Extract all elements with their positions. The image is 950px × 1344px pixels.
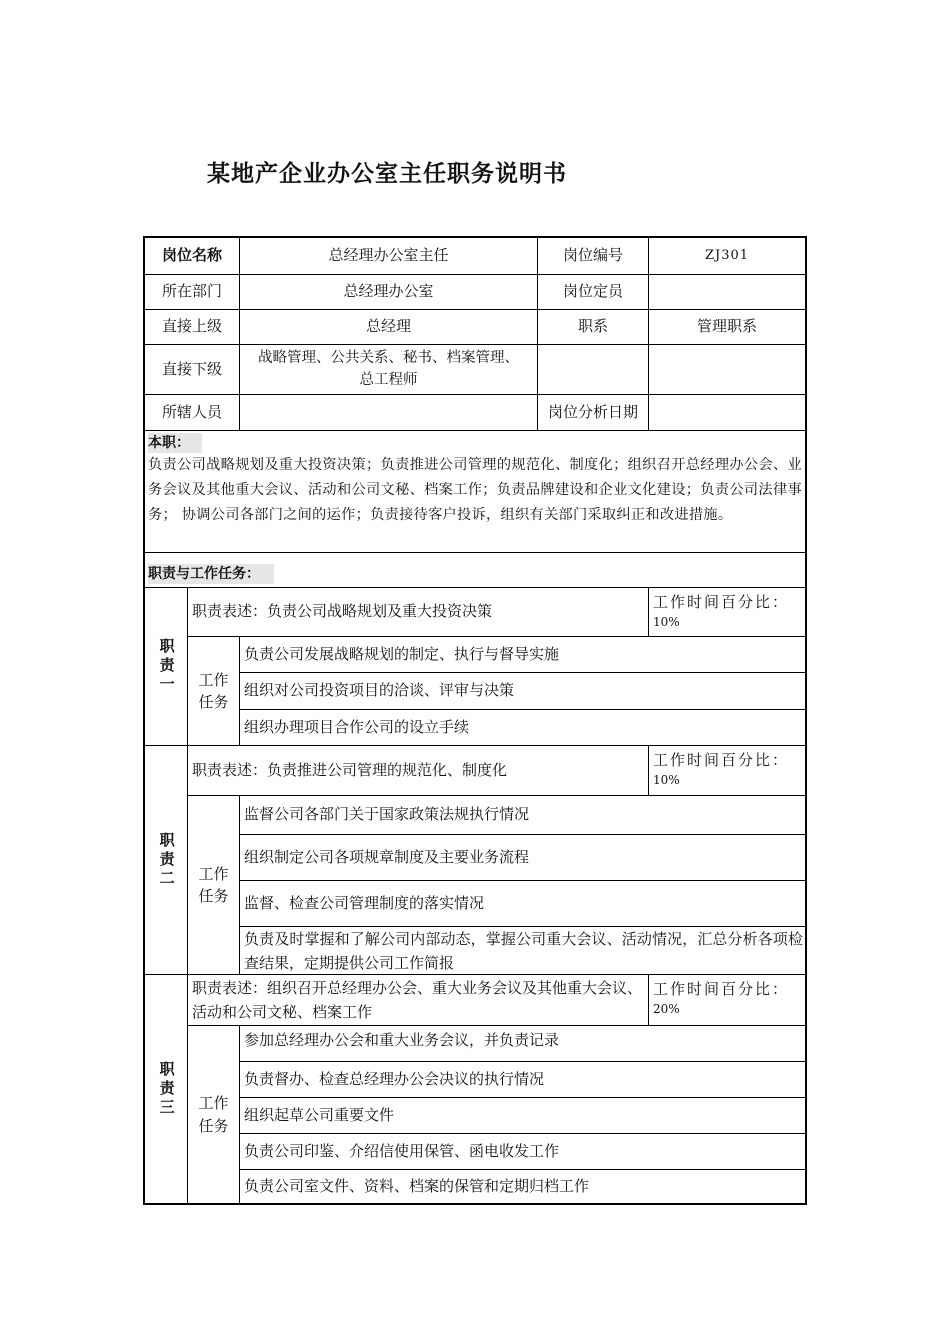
subordinates-label: 直接下级 [145,345,240,395]
duty-1-task-3: 组织办理项目合作公司的设立手续 [240,710,805,746]
core-duty-text: 负责公司战略规划及重大投资决策；负责推进公司管理的规范化、制度化；组织召开总经理办公会、业务会议及其他重大会议、活动和公司文秘、档案工作；负责品牌建设和企业文化建设；负责公司法律事务； 协调公司各部门之间的运作；负责接待客户投诉，组织有关部门采取纠正和改进措施。 [148,457,802,524]
position-code-value: ZJ301 [649,238,805,275]
duty-3-description: 职责表述：组织召开总经理办公会、重大业务会议及其他重大会议、活动和公司文秘、档案工作 [188,975,649,1026]
subordinates-blank-2 [649,345,805,395]
duty-2-task-4: 负责及时掌握和了解公司内部动态，掌握公司重大会议、活动情况，汇总分析各项检查结果，定期提供公司工作简报 [240,927,805,975]
duty-1-tasks-label-text: 工作任务 [198,670,229,711]
duty-2-name-text: 职责二 [157,831,176,889]
duty-2-task-1: 监督公司各部门关于国家政策法规执行情况 [240,796,805,835]
page-title: 某地产企业办公室主任职务说明书 [207,161,567,187]
duty-2-task-2: 组织制定公司各项规章制度及主要业务流程 [240,835,805,881]
duty-2-percent-cell [649,746,805,796]
duty-3-task-2: 负责督办、检查总经理办公会决议的执行情况 [240,1062,805,1098]
duty-2-description: 职责表述：负责推进公司管理的规范化、制度化 [188,746,649,796]
duty-3-task-1: 参加总经理办公会和重大业务会议，并负责记录 [240,1026,805,1062]
position-name-value: 总经理办公室主任 [240,238,538,275]
duty-2-percent: 10% [653,772,680,787]
job-family-label: 职系 [538,310,649,345]
duty-1-percent: 10% [653,614,680,629]
duty-1-name [145,588,188,746]
duty-3-percent-cell [649,975,805,1026]
duty-3-percent: 20% [653,1001,680,1016]
duty-3-tasks-label-text: 工作任务 [198,1094,229,1135]
duty-3-tasks-label [188,1026,240,1203]
headcount-value [649,275,805,310]
duty-1-percent-cell [649,588,805,637]
duty-1-task-2: 组织对公司投资项目的洽谈、评审与决策 [240,673,805,710]
job-description-table [143,236,807,1205]
subordinates-value: 战略管理、公共关系、秘书、档案管理、总工程师 [240,345,538,395]
duty-1-description: 职责表述：负责公司战略规划及重大投资决策 [188,588,649,637]
headcount-label: 岗位定员 [538,275,649,310]
duty-3-task-3: 组织起草公司重要文件 [240,1098,805,1134]
job-family-value: 管理职系 [649,310,805,345]
duty-3-task-5: 负责公司室文件、资料、档案的保管和定期归档工作 [244,1176,590,1195]
department-label: 所在部门 [145,275,240,310]
duties-heading-row [145,553,805,588]
duty-3-name [145,975,188,1203]
staff-label: 所辖人员 [145,395,240,431]
duty-3-task-4: 负责公司印鉴、介绍信使用保管、函电收发工作 [240,1134,805,1170]
position-code-label: 岗位编号 [538,238,649,275]
duty-3-name-text: 职责三 [157,1060,176,1118]
duty-3-percent-label: 工作时间百分比： [653,980,790,998]
analysis-date-label: 岗位分析日期 [538,395,649,431]
supervisor-value: 总经理 [240,310,538,345]
position-name-label: 岗位名称 [145,238,240,275]
duty-2-task-3: 监督、检查公司管理制度的落实情况 [240,881,805,927]
supervisor-label: 直接上级 [145,310,240,345]
subordinates-blank-1 [538,345,649,395]
duty-1-task-1: 负责公司发展战略规划的制定、执行与督导实施 [240,637,805,673]
core-duty-block [145,431,805,553]
duty-1-percent-label: 工作时间百分比： [653,593,790,611]
department-value: 总经理办公室 [240,275,538,310]
duty-1-name-text: 职责一 [157,638,176,695]
duty-2-percent-label: 工作时间百分比： [653,751,790,769]
analysis-date-value [649,395,805,431]
core-duty-heading: 本职： [148,433,202,453]
duty-2-tasks-label-text: 工作任务 [198,864,229,905]
duty-2-name [145,746,188,975]
staff-value [240,395,538,431]
duty-1-tasks-label [188,637,240,746]
duty-2-tasks-label [188,796,240,975]
duties-heading: 职责与工作任务： [148,564,274,584]
